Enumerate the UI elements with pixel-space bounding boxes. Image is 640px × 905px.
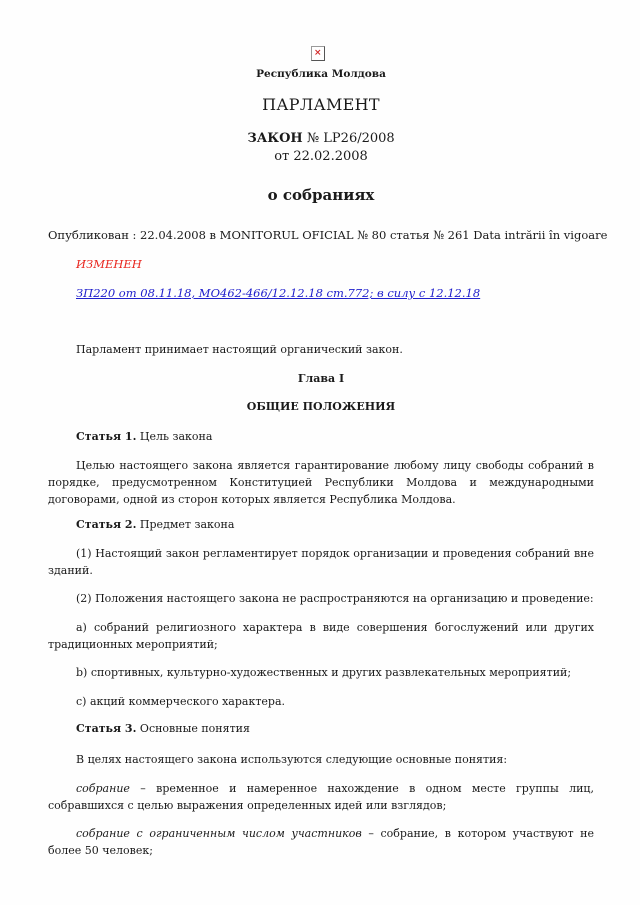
article-3-heading: Статья 3. Основные понятия [76,722,250,735]
definition-text: – собрание, в котором участвуют не более 50 человек; [48,827,594,857]
law-number: № LP26/2008 [306,131,395,146]
definition-limited-assembly [48,825,594,859]
law-type: ЗАКОН [247,131,303,146]
article-2-item-c: c) акций коммерческого характера. [76,695,286,708]
amendment-status: ИЗМЕНЕН [76,257,142,271]
article-1-paragraph: Целью настоящего закона является гарантирование любому лицу свободы собраний в порядке, предусмотренном Конституцией Республики Молдова и международными договорами, одной из сторон которых является Республика Молдова. [48,459,594,506]
article-2-item-b: b) спортивных, культурно-художественных и других развлекательных мероприятий; [76,666,572,679]
publication-info: Опубликован : 22.04.2008 в MONITORUL OFICIAL № 80 статья № 261 Data intrării în vigoare [48,228,608,242]
definition-text: – временное и намеренное нахождение в одном месте группы лиц, собравшихся с целью выражения определенных идей или взглядов; [48,782,594,812]
country-name: Республика Молдова [256,68,386,80]
amendment-link[interactable]: ЗП220 от 08.11.18, MO462-466/12.12.18 ст.772; в силу с 12.12.18 [76,286,481,300]
article-3-intro: В целях настоящего закона используются следующие основные понятия: [76,753,508,766]
definition-assembly [48,780,594,814]
article-2-item-a: a) собраний религиозного характера в виде совершения богослужений или других традиционных мероприятий; [48,621,594,651]
law-date: от 22.02.2008 [274,149,368,164]
preamble: Парламент принимает настоящий органический закон. [76,343,403,356]
definition-term: собрание с ограниченным числом участников [76,827,362,840]
article-1-heading: Статья 1. Цель закона [76,430,213,443]
article-2-paragraph-2: (2) Положения настоящего закона не распространяются на организацию и проведение: [76,592,594,605]
chapter-number: Глава I [297,372,345,385]
broken-image-icon: × [311,46,325,61]
article-2-paragraph-1: (1) Настоящий закон регламентирует порядок организации и проведения собраний вне зданий. [48,547,594,577]
article-2-heading: Статья 2. Предмет закона [76,518,235,531]
law-identifier [48,130,594,166]
law-title: о собраниях [267,186,375,204]
definition-term: собрание [76,782,130,795]
chapter-title: ОБЩИЕ ПОЛОЖЕНИЯ [246,400,396,413]
institution-name: ПАРЛАМЕНТ [262,95,380,114]
